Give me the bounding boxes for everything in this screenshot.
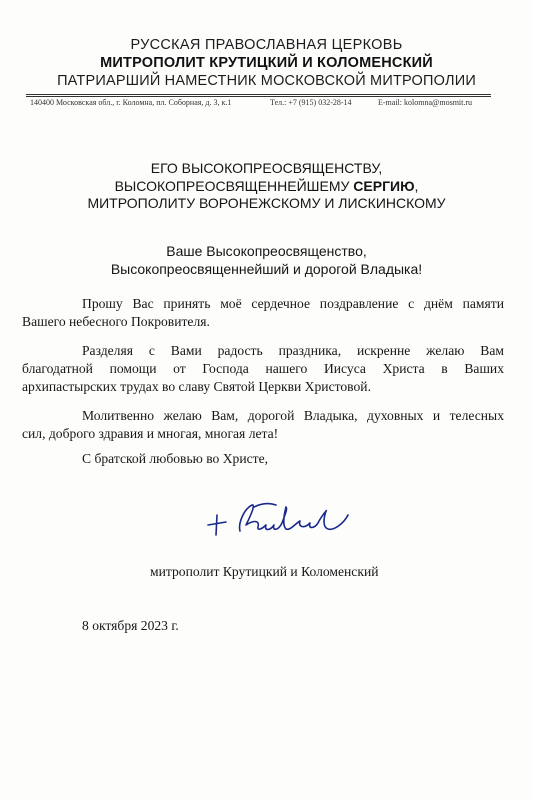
letterhead-rule-bottom xyxy=(26,96,491,97)
signature-svg xyxy=(200,495,370,545)
addressee-line-2-pre: ВЫСОКОПРЕОСВЯЩЕННЕЙШЕМУ xyxy=(114,177,354,194)
paragraph-2-line-2: благодатной помощи от Господа нашего Иисуса Христа в Ваших xyxy=(22,361,504,376)
closing-phrase: С братской любовью во Христе, xyxy=(82,451,269,466)
contact-phone: Тел.: +7 (915) 032-28-14 xyxy=(270,98,352,107)
addressee-name: СЕРГИЮ xyxy=(353,177,415,194)
signer-title: митрополит Крутицкий и Коломенский xyxy=(150,564,379,579)
paragraph-1-line-1: Прошу Вас принять моё сердечное поздравление с днём памяти xyxy=(82,296,504,311)
addressee-line-2 xyxy=(0,178,533,196)
paragraph-3-line-1: Молитвенно желаю Вам, дорогой Владыка, духовных и телесных xyxy=(82,408,504,423)
paragraph-1 xyxy=(22,295,504,331)
handwritten-signature-icon xyxy=(200,495,370,545)
paragraph-3 xyxy=(22,407,504,443)
paragraph-2 xyxy=(22,342,504,396)
contact-address: 140400 Московская обл., г. Коломна, пл. Соборная, д. 3, к.1 xyxy=(30,98,232,107)
addressee-block xyxy=(0,160,533,213)
letter-body xyxy=(22,295,504,454)
paragraph-2-line-1: Разделяя с Вами радость праздника, искренне желаю Вам xyxy=(82,343,504,358)
salutation-line-2: Высокопреосвященнейший и дорогой Владыка! xyxy=(110,261,423,277)
paragraph-3-line-2: сил, доброго здравия и многая, многая лета! xyxy=(22,426,279,441)
salutation-line-1: Ваше Высокопреосвященство, xyxy=(166,243,367,259)
salutation xyxy=(0,242,533,278)
letter-date: 8 октября 2023 г. xyxy=(82,618,179,633)
paragraph-1-line-2: Вашего небесного Покровителя. xyxy=(22,314,210,329)
letterhead-title: МИТРОПОЛИТ КРУТИЦКИЙ И КОЛОМЕНСКИЙ xyxy=(100,55,433,71)
addressee-line-3: МИТРОПОЛИТУ ВОРОНЕЖСКОМУ И ЛИСКИНСКОМУ xyxy=(87,195,446,211)
letterhead-rule-top xyxy=(26,94,491,95)
letterhead-church: РУССКАЯ ПРАВОСЛАВНАЯ ЦЕРКОВЬ xyxy=(130,37,403,53)
contact-email: E-mail: kolomna@mosmit.ru xyxy=(378,98,473,107)
letterhead-subtitle: ПАТРИАРШИЙ НАМЕСТНИК МОСКОВСКОЙ МИТРОПОЛИИ xyxy=(57,73,476,89)
paragraph-2-line-3: архипастырских трудах во славу Святой Церкви Христовой. xyxy=(22,379,371,394)
addressee-line-1: ЕГО ВЫСОКОПРЕОСВЯЩЕНСТВУ, xyxy=(150,160,383,176)
letterhead xyxy=(0,36,533,90)
addressee-line-2-post: , xyxy=(414,177,419,194)
